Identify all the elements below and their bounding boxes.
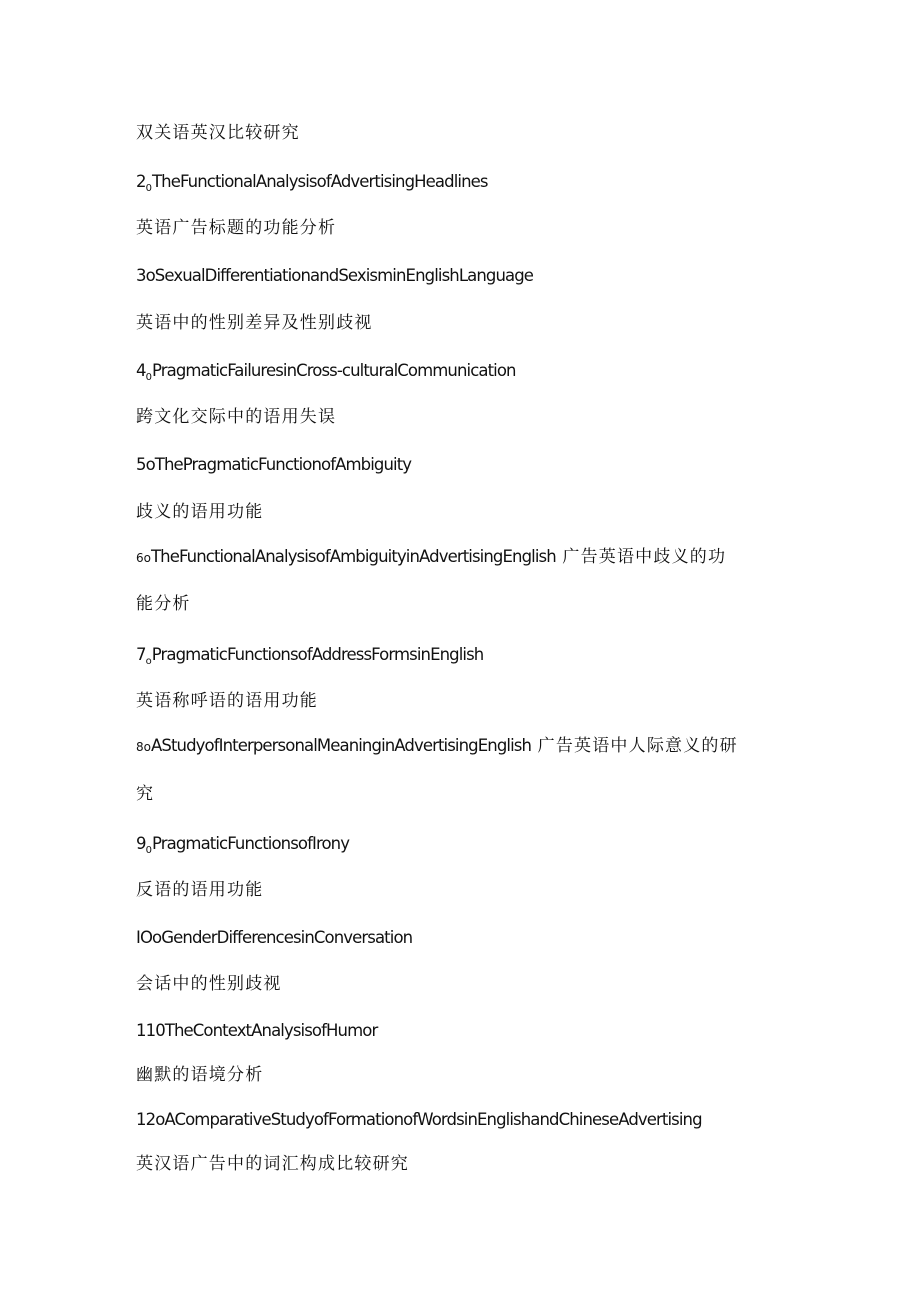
entry-12-title: AComparativeStudyofFormationofWordsinEnglishandChineseAdvertising [164, 1110, 702, 1129]
entry-8-number: 8o [136, 740, 151, 754]
entry-12-english [136, 1109, 702, 1131]
entry-10-chinese: 会话中的性别歧视 [136, 974, 282, 994]
entry-5-english [136, 454, 411, 476]
entry-8-chinese-inline: 广告英语中人际意义的研 [531, 736, 738, 756]
entry-11-english [136, 1020, 377, 1042]
entry-9-chinese: 反语的语用功能 [136, 880, 264, 900]
entry-9-separator: 0 [145, 845, 152, 856]
entry-3-title: SexualDifferentiationandSexisminEnglishLanguage [154, 266, 534, 285]
entry-6-chinese: 能分析 [136, 594, 191, 614]
entry-2-chinese: 英语广告标题的功能分析 [136, 218, 337, 238]
entry-4-title: PragmaticFailuresinCross-culturalCommunication [151, 361, 516, 380]
entry-4-chinese: 跨文化交际中的语用失误 [136, 407, 337, 427]
entry-10-title: GenderDifferencesinConversation [161, 928, 413, 947]
entry-4-number: 4 [136, 361, 146, 380]
entry-2-title: TheFunctionalAnalysisofAdvertisingHeadlines [151, 172, 488, 191]
entry-7-separator: o [145, 656, 152, 667]
entry-2-number: 2 [136, 172, 146, 191]
entry-1-chinese: 双关语英汉比较研究 [136, 123, 300, 143]
entry-6-english [136, 546, 726, 569]
entry-8-title: AStudyofInterpersonalMeaninginAdvertisingEnglish [150, 736, 532, 755]
entry-9-english [136, 833, 349, 862]
entry-3-chinese: 英语中的性别差异及性别歧视 [136, 313, 373, 333]
entry-4-english [136, 360, 516, 389]
entry-9-number: 9 [136, 834, 146, 853]
entry-5-title: ThePragmaticFunctionofAmbiguity [154, 455, 412, 474]
entry-6-number: 6o [136, 551, 151, 565]
entry-10-number: IOo [136, 928, 162, 947]
entry-5-number: 5o [136, 455, 155, 474]
entry-2-english [136, 171, 488, 200]
entry-2-separator: 0 [145, 183, 152, 194]
entry-7-english [136, 644, 483, 673]
entry-7-chinese: 英语称呼语的语用功能 [136, 691, 318, 711]
entry-5-chinese: 歧义的语用功能 [136, 502, 264, 522]
entry-8-english [136, 735, 738, 758]
entry-11-number: 110 [136, 1021, 165, 1040]
entry-7-title: PragmaticFunctionsofAddressFormsinEnglish [151, 645, 484, 664]
entry-6-title: TheFunctionalAnalysisofAmbiguityinAdvertisingEnglish [150, 547, 556, 566]
entry-11-chinese: 幽默的语境分析 [136, 1065, 264, 1085]
entry-7-number: 7 [136, 645, 146, 664]
entry-8-chinese: 究 [136, 784, 155, 804]
entry-9-title: PragmaticFunctionsofIrony [151, 834, 350, 853]
entry-3-english [136, 265, 533, 287]
entry-6-chinese-inline: 广告英语中歧义的功 [555, 547, 727, 567]
entry-11-title: TheContextAnalysisofHumor [164, 1021, 378, 1040]
entry-10-english [136, 927, 412, 949]
entry-4-separator: 0 [145, 372, 152, 383]
entry-12-number: 12o [136, 1110, 165, 1129]
entry-3-number: 3o [136, 266, 155, 285]
entry-12-chinese: 英汉语广告中的词汇构成比较研究 [136, 1154, 409, 1174]
